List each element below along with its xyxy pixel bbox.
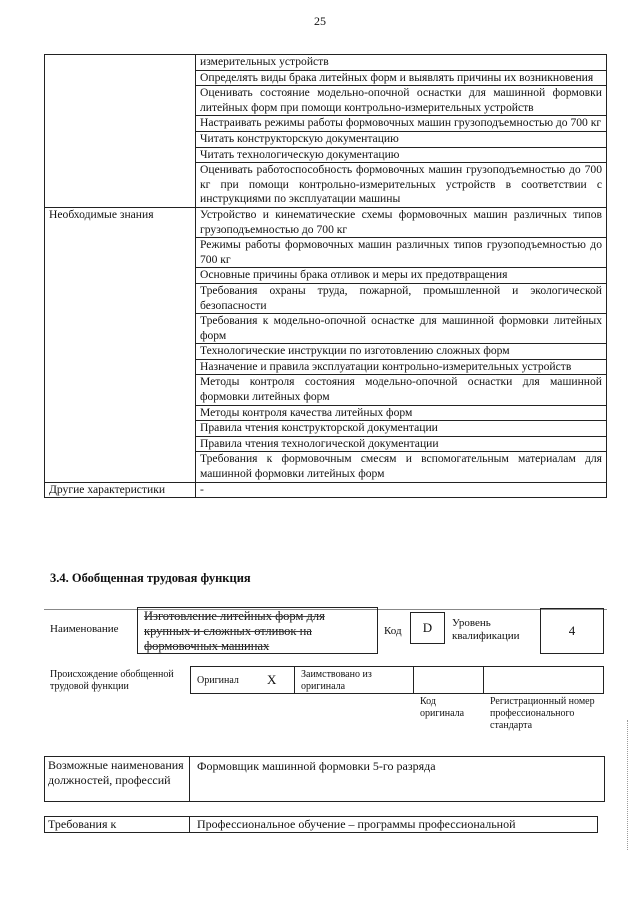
requirement-cell: измерительных устройств (196, 55, 607, 71)
requirement-cell: Правила чтения технологической документации (196, 436, 607, 452)
table-row (45, 207, 607, 237)
category-cell: Необходимые знания (45, 207, 196, 482)
table-row (45, 55, 607, 71)
borrowed-label: Заимствовано из оригинала (301, 669, 372, 692)
education-table (44, 816, 598, 833)
positions-label: Возможные наименования должностей, профессий (45, 757, 190, 801)
requirement-cell: Читать конструкторскую документацию (196, 131, 607, 147)
requirement-cell: Настраивать режимы работы формовочных машин грузоподъемностью до 700 кг (196, 116, 607, 132)
requirement-cell: Оценивать состояние модельно-опочной оснастки для машинной формовки литейных форм при помощи контрольно-измерительных устройств (196, 86, 607, 116)
requirement-cell: Определять виды брака литейных форм и выявлять причины их возникновения (196, 70, 607, 86)
borrowed-cell (294, 666, 414, 694)
requirements-table (44, 54, 607, 498)
level-value: 4 (568, 623, 576, 638)
name-label: Наименование (50, 623, 119, 635)
original-label: Оригинал (197, 675, 239, 686)
requirement-cell: - (196, 482, 607, 498)
requirement-cell: Режимы работы формовочных машин различных типов грузоподъемностью до 700 кг (196, 238, 607, 268)
level-box (540, 608, 604, 654)
education-label: Требования к (45, 817, 190, 832)
education-value: Профессиональное обучение – программы профессиональной (197, 817, 516, 831)
requirement-cell: Требования к модельно-опочной оснастке для машинной формовки литейных форм (196, 314, 607, 344)
requirement-cell: Методы контроля качества литейных форм (196, 405, 607, 421)
code-value: D (422, 620, 433, 635)
requirement-cell: Методы контроля состояния модельно-опочной оснастки для машинной формовки литейных форм (196, 375, 607, 405)
requirement-cell: Оценивать работоспособность формовочных машин грузоподъемностью до 700 кг при помощи контрольно-измерительных устройств в соответствии с инструкциями по эксплуатации машины (196, 163, 607, 208)
reg-number-cell (483, 666, 604, 694)
requirement-cell: Основные причины брака отливок и меры их предотвращения (196, 268, 607, 284)
page-number: 25 (314, 14, 326, 28)
section-heading: 3.4. Обобщенная трудовая функция (50, 571, 251, 585)
requirement-cell: Назначение и правила эксплуатации контрольно-измерительных устройств (196, 359, 607, 375)
requirement-cell: Требования охраны труда, пожарной, промышленной и экологической безопасности (196, 283, 607, 313)
function-name: Изготовление литейных форм для крупных и сложных отливок на формовочных машинах (144, 609, 325, 653)
level-label: Уровень квалификации (452, 617, 520, 642)
category-cell (45, 55, 196, 208)
requirement-cell: Читать технологическую документацию (196, 147, 607, 163)
requirement-cell: Требования к формовочным смесям и вспомогательным материалам для машинной формовки литейных форм (196, 452, 607, 482)
table-row (45, 482, 607, 498)
original-mark: X (267, 672, 277, 687)
scan-edge-mark (627, 720, 628, 850)
orig-code-cell (413, 666, 484, 694)
positions-table (44, 756, 605, 802)
reg-number-caption: Регистрационный номер профессионального стандарта (490, 696, 595, 731)
origin-label: Происхождение обобщенной трудовой функции (50, 669, 174, 692)
requirement-cell: Правила чтения конструкторской документации (196, 421, 607, 437)
requirement-cell: Устройство и кинематические схемы формовочных машин различных типов грузоподъемностью до 700 кг (196, 207, 607, 237)
code-label: Код (384, 625, 402, 637)
positions-value: Формовщик машинной формовки 5-го разряда (197, 759, 436, 773)
orig-code-caption: Код оригинала (420, 696, 465, 719)
function-name-box (137, 607, 378, 654)
category-cell: Другие характеристики (45, 482, 196, 498)
code-box (410, 612, 445, 644)
original-cell (190, 666, 295, 694)
requirement-cell: Технологические инструкции по изготовлению сложных форм (196, 344, 607, 360)
